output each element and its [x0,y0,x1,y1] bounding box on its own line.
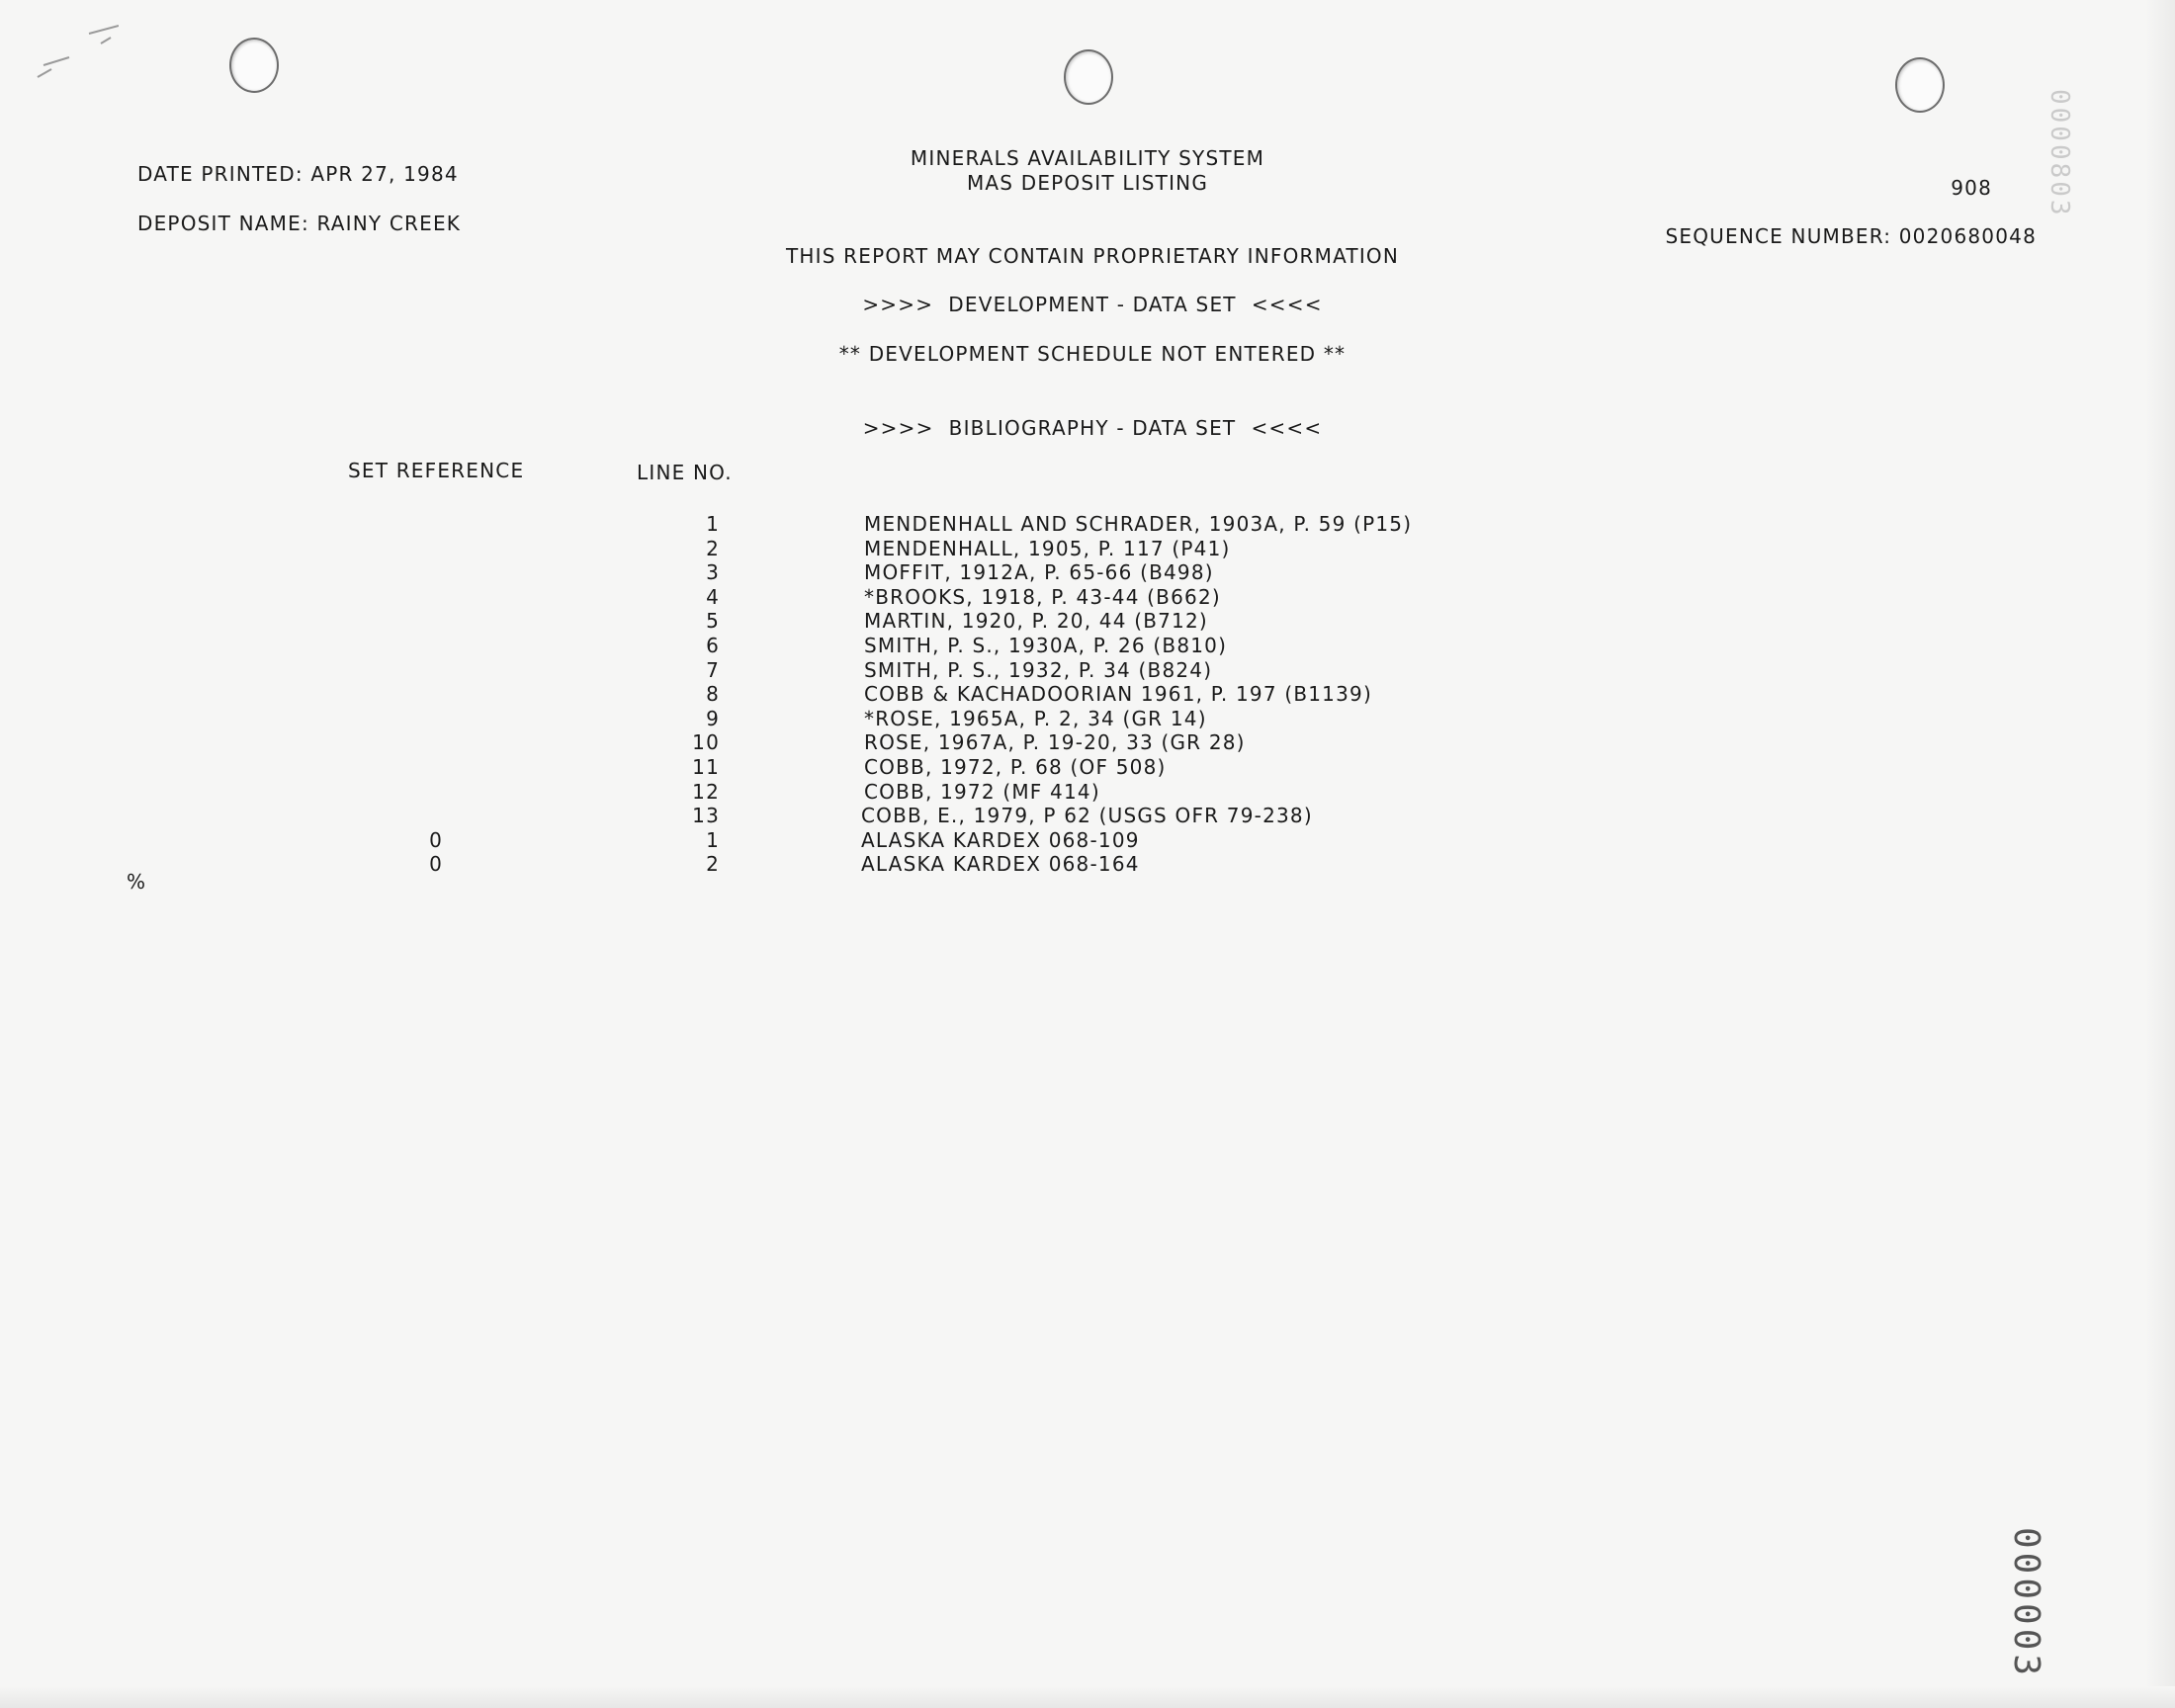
bibliography-title: >>>> BIBLIOGRAPHY - DATA SET <<<< [862,416,1323,440]
column-header-set-reference: SET REFERENCE [348,459,525,482]
page-number: 908 [1951,176,1992,200]
line-number: 7 [706,658,720,682]
line-number: 2 [706,537,720,560]
line-number: 3 [706,560,720,584]
line-number: 9 [706,707,720,730]
development-title: >>>> DEVELOPMENT - DATA SET <<<< [862,293,1323,316]
column-header-line-no: LINE NO. [637,461,733,484]
line-number: 6 [706,634,720,657]
line-number: 1 [706,512,720,536]
set-reference-value: 0 [429,828,443,852]
reference-text: SMITH, P. S., 1932, P. 34 (B824) [864,658,1213,682]
set-reference-value: 0 [429,852,443,876]
deposit-name: DEPOSIT NAME: RAINY CREEK [137,212,462,235]
line-number: 1 [706,828,720,852]
reference-text: *ROSE, 1965A, P. 2, 34 (GR 14) [864,707,1207,730]
reference-text: MENDENHALL, 1905, P. 117 (P41) [864,537,1231,560]
reference-text: SMITH, P. S., 1930A, P. 26 (B810) [864,634,1228,657]
punch-hole-right [1895,57,1945,113]
reference-text: COBB, 1972 (MF 414) [864,780,1100,804]
reference-text: ROSE, 1967A, P. 19-20, 33 (GR 28) [864,730,1246,754]
punch-hole-left [229,38,279,93]
stamp-top-right: 0000803 [2044,89,2074,218]
system-title: MINERALS AVAILABILITY SYSTEM [910,146,1265,170]
line-number: 11 [692,755,720,779]
punch-hole-center [1064,49,1113,105]
line-number: 5 [706,609,720,633]
line-number: 2 [706,852,720,876]
line-number: 12 [692,780,720,804]
listing-title: MAS DEPOSIT LISTING [966,171,1209,195]
sequence-number: SEQUENCE NUMBER: 0020680048 [1665,224,2037,248]
development-note: ** DEVELOPMENT SCHEDULE NOT ENTERED ** [838,342,1347,366]
reference-text: ALASKA KARDEX 068-164 [861,852,1140,876]
reference-text: MOFFIT, 1912A, P. 65-66 (B498) [864,560,1214,584]
proprietary-notice: THIS REPORT MAY CONTAIN PROPRIETARY INFORMATION [785,244,1400,268]
reference-text: COBB, 1972, P. 68 (OF 508) [864,755,1167,779]
reference-text: MARTIN, 1920, P. 20, 44 (B712) [864,609,1208,633]
page-edge-bottom [0,1686,2175,1708]
line-number: 4 [706,585,720,609]
reference-text: *BROOKS, 1918, P. 43-44 (B662) [864,585,1221,609]
line-number: 13 [692,804,720,827]
pencil-mark [30,20,119,89]
line-number: 10 [692,730,720,754]
reference-text: COBB, E., 1979, P 62 (USGS OFR 79-238) [861,804,1313,827]
page-edge-shadow [2145,0,2175,1708]
reference-text: COBB & KACHADOORIAN 1961, P. 197 (B1139) [864,682,1372,706]
line-number: 8 [706,682,720,706]
reference-text: MENDENHALL AND SCHRADER, 1903A, P. 59 (P15) [864,512,1413,536]
reference-text: ALASKA KARDEX 068-109 [861,828,1140,852]
end-marker: % [127,870,147,894]
date-printed: DATE PRINTED: APR 27, 1984 [137,162,459,186]
stamp-bottom-right: 000003 [2006,1527,2046,1680]
